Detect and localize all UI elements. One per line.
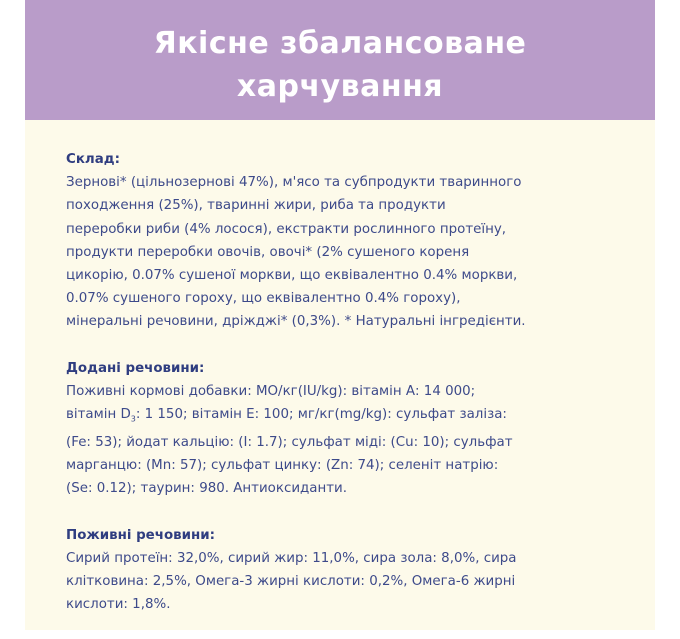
text-line: продукти переробки овочів, овочі* (2% сушеного кореня	[66, 244, 470, 260]
content	[66, 148, 606, 639]
text-line	[66, 403, 606, 431]
text-line: кислоти: 1,8%.	[66, 597, 171, 613]
composition-section	[66, 148, 606, 334]
text-line: цикорію, 0.07% сушеної моркви, що еквівалентно 0.4% моркви,	[66, 268, 518, 284]
text-line: Зернові* (цільнозернові 47%), м'ясо та субпродукти тваринного	[66, 175, 522, 191]
title-banner	[25, 0, 655, 120]
text-line: клітковина: 2,5%, Омега-3 жирні кислоти: 0,2%, Омега-6 жирні	[66, 573, 516, 589]
text-part: вітамін D	[66, 407, 131, 423]
additives-section	[66, 357, 606, 501]
text-line: мінеральні речовини, дріжджі* (0,3%). * Натуральні інгредієнти.	[66, 314, 526, 330]
additives-heading: Додані речовини:	[66, 360, 205, 376]
text-line: Сирий протеїн: 32,0%, сирий жир: 11,0%, сира зола: 8,0%, сира	[66, 550, 517, 566]
text-part: : 1 150; вітамін Е: 100; мг/кг(mg/kg): сульфат заліза:	[135, 407, 507, 423]
title-line: Якісне збалансоване	[153, 26, 527, 61]
subscript: 3	[130, 414, 136, 424]
text-line: (Fe: 53); йодат кальцію: (I: 1.7); сульфат міді: (Cu: 10); сульфат	[66, 434, 513, 450]
text-line: переробки риби (4% лосося), екстракти рослинного протеїну,	[66, 221, 507, 237]
text-line: (Se: 0.12); таурин: 980. Антиоксиданти.	[66, 481, 348, 497]
text-line: марганцю: (Mn: 57); сульфат цинку: (Zn: 74); селеніт натрію:	[66, 458, 499, 474]
nutrients-heading: Поживні речовини:	[66, 527, 215, 543]
text-line: 0.07% сушеного гороху, що еквівалентно 0.4% гороху),	[66, 291, 461, 307]
title-line: харчування	[236, 69, 444, 104]
text-line: походження (25%), тваринні жири, риба та продукти	[66, 198, 446, 214]
text-line: Поживні кормові добавки: МО/кг(IU/kg): вітамін А: 14 000;	[66, 383, 476, 399]
composition-heading: Склад:	[66, 152, 120, 167]
nutrients-section	[66, 524, 606, 617]
